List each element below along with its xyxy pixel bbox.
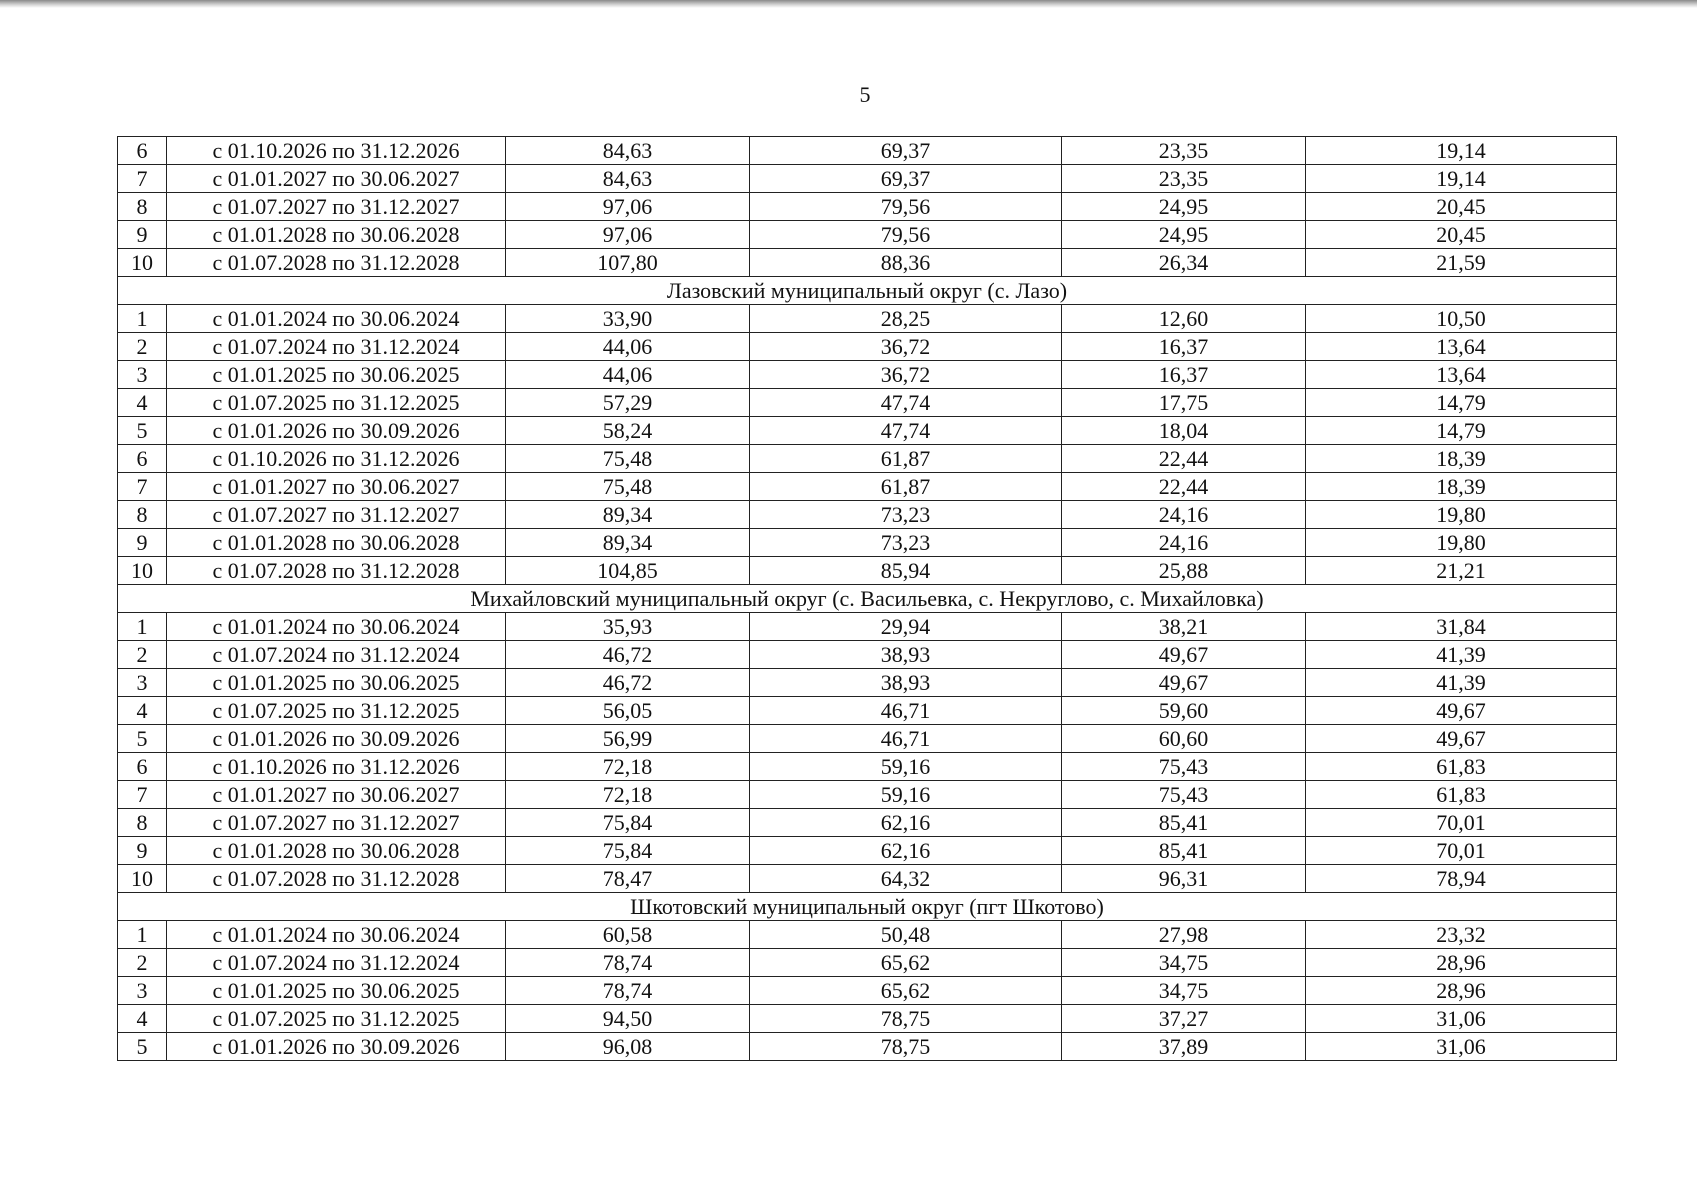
value-cell-2: 38,93: [750, 669, 1062, 697]
value-cell-4: 19,80: [1306, 501, 1617, 529]
table-row: [118, 697, 1617, 725]
value-cell-1: 75,48: [506, 473, 750, 501]
row-number-cell: 10: [118, 249, 167, 277]
value-cell-3: 18,04: [1062, 417, 1306, 445]
row-number-cell: 8: [118, 809, 167, 837]
section-header-row: [118, 585, 1617, 613]
period-cell: с 01.10.2026 по 31.12.2026: [167, 753, 506, 781]
period-cell: с 01.01.2026 по 30.09.2026: [167, 417, 506, 445]
value-cell-2: 62,16: [750, 809, 1062, 837]
period-cell: с 01.01.2028 по 30.06.2028: [167, 837, 506, 865]
value-cell-3: 75,43: [1062, 781, 1306, 809]
table-row: [118, 333, 1617, 361]
value-cell-2: 50,48: [750, 921, 1062, 949]
value-cell-4: 13,64: [1306, 333, 1617, 361]
row-number-cell: 2: [118, 949, 167, 977]
period-cell: с 01.07.2027 по 31.12.2027: [167, 501, 506, 529]
value-cell-1: 94,50: [506, 1005, 750, 1033]
value-cell-4: 31,06: [1306, 1033, 1617, 1061]
value-cell-1: 33,90: [506, 305, 750, 333]
value-cell-3: 17,75: [1062, 389, 1306, 417]
table-row: [118, 921, 1617, 949]
row-number-cell: 5: [118, 1033, 167, 1061]
value-cell-1: 44,06: [506, 333, 750, 361]
section-header-row: [118, 277, 1617, 305]
period-cell: с 01.01.2027 по 30.06.2027: [167, 473, 506, 501]
value-cell-4: 19,14: [1306, 137, 1617, 165]
value-cell-4: 13,64: [1306, 361, 1617, 389]
value-cell-2: 62,16: [750, 837, 1062, 865]
row-number-cell: 8: [118, 193, 167, 221]
period-cell: с 01.01.2028 по 30.06.2028: [167, 529, 506, 557]
period-cell: с 01.07.2025 по 31.12.2025: [167, 389, 506, 417]
table-row: [118, 949, 1617, 977]
table-row: [118, 389, 1617, 417]
row-number-cell: 7: [118, 165, 167, 193]
value-cell-1: 96,08: [506, 1033, 750, 1061]
value-cell-2: 65,62: [750, 949, 1062, 977]
row-number-cell: 4: [118, 1005, 167, 1033]
row-number-cell: 2: [118, 641, 167, 669]
row-number-cell: 9: [118, 221, 167, 249]
value-cell-2: 46,71: [750, 697, 1062, 725]
value-cell-4: 18,39: [1306, 473, 1617, 501]
table-row: [118, 809, 1617, 837]
value-cell-2: 79,56: [750, 221, 1062, 249]
row-number-cell: 2: [118, 333, 167, 361]
value-cell-3: 38,21: [1062, 613, 1306, 641]
value-cell-4: 31,84: [1306, 613, 1617, 641]
value-cell-4: 19,80: [1306, 529, 1617, 557]
section-header-row: [118, 893, 1617, 921]
value-cell-1: 104,85: [506, 557, 750, 585]
period-cell: с 01.01.2027 по 30.06.2027: [167, 781, 506, 809]
table-row: [118, 417, 1617, 445]
value-cell-2: 78,75: [750, 1005, 1062, 1033]
row-number-cell: 1: [118, 921, 167, 949]
value-cell-3: 12,60: [1062, 305, 1306, 333]
row-number-cell: 3: [118, 669, 167, 697]
value-cell-3: 16,37: [1062, 333, 1306, 361]
value-cell-3: 37,89: [1062, 1033, 1306, 1061]
value-cell-4: 20,45: [1306, 221, 1617, 249]
period-cell: с 01.01.2028 по 30.06.2028: [167, 221, 506, 249]
value-cell-4: 21,59: [1306, 249, 1617, 277]
value-cell-4: 14,79: [1306, 417, 1617, 445]
value-cell-1: 107,80: [506, 249, 750, 277]
value-cell-4: 14,79: [1306, 389, 1617, 417]
value-cell-1: 72,18: [506, 781, 750, 809]
row-number-cell: 4: [118, 697, 167, 725]
value-cell-1: 46,72: [506, 669, 750, 697]
value-cell-2: 73,23: [750, 529, 1062, 557]
value-cell-2: 64,32: [750, 865, 1062, 893]
period-cell: с 01.01.2024 по 30.06.2024: [167, 305, 506, 333]
row-number-cell: 1: [118, 613, 167, 641]
row-number-cell: 3: [118, 361, 167, 389]
period-cell: с 01.07.2024 по 31.12.2024: [167, 641, 506, 669]
value-cell-3: 96,31: [1062, 865, 1306, 893]
table-row: [118, 781, 1617, 809]
table-row: [118, 557, 1617, 585]
value-cell-4: 19,14: [1306, 165, 1617, 193]
value-cell-1: 57,29: [506, 389, 750, 417]
value-cell-4: 61,83: [1306, 781, 1617, 809]
value-cell-2: 79,56: [750, 193, 1062, 221]
row-number-cell: 10: [118, 865, 167, 893]
value-cell-2: 46,71: [750, 725, 1062, 753]
row-number-cell: 6: [118, 753, 167, 781]
value-cell-2: 38,93: [750, 641, 1062, 669]
value-cell-3: 85,41: [1062, 837, 1306, 865]
value-cell-4: 18,39: [1306, 445, 1617, 473]
row-number-cell: 9: [118, 837, 167, 865]
value-cell-2: 59,16: [750, 753, 1062, 781]
table-row: [118, 641, 1617, 669]
value-cell-3: 16,37: [1062, 361, 1306, 389]
value-cell-3: 27,98: [1062, 921, 1306, 949]
tariff-table: [117, 136, 1617, 1061]
value-cell-2: 65,62: [750, 977, 1062, 1005]
table-row: [118, 361, 1617, 389]
table-row: [118, 753, 1617, 781]
value-cell-3: 24,16: [1062, 529, 1306, 557]
value-cell-2: 28,25: [750, 305, 1062, 333]
value-cell-3: 23,35: [1062, 137, 1306, 165]
value-cell-2: 69,37: [750, 137, 1062, 165]
row-number-cell: 10: [118, 557, 167, 585]
table-row: [118, 725, 1617, 753]
value-cell-1: 58,24: [506, 417, 750, 445]
row-number-cell: 9: [118, 529, 167, 557]
value-cell-2: 69,37: [750, 165, 1062, 193]
period-cell: с 01.07.2024 по 31.12.2024: [167, 333, 506, 361]
scan-top-edge: [0, 0, 1697, 8]
value-cell-2: 47,74: [750, 417, 1062, 445]
period-cell: с 01.07.2028 по 31.12.2028: [167, 557, 506, 585]
period-cell: с 01.01.2024 по 30.06.2024: [167, 613, 506, 641]
tariff-table-body: [118, 137, 1617, 1061]
value-cell-4: 21,21: [1306, 557, 1617, 585]
period-cell: с 01.01.2024 по 30.06.2024: [167, 921, 506, 949]
period-cell: с 01.07.2025 по 31.12.2025: [167, 1005, 506, 1033]
value-cell-3: 49,67: [1062, 669, 1306, 697]
table-row: [118, 165, 1617, 193]
value-cell-2: 88,36: [750, 249, 1062, 277]
period-cell: с 01.10.2026 по 31.12.2026: [167, 137, 506, 165]
row-number-cell: 8: [118, 501, 167, 529]
value-cell-1: 44,06: [506, 361, 750, 389]
row-number-cell: 7: [118, 781, 167, 809]
table-row: [118, 221, 1617, 249]
row-number-cell: 7: [118, 473, 167, 501]
row-number-cell: 4: [118, 389, 167, 417]
table-row: [118, 445, 1617, 473]
section-title: Лазовский муниципальный округ (с. Лазо): [118, 277, 1617, 305]
value-cell-3: 24,95: [1062, 193, 1306, 221]
value-cell-3: 37,27: [1062, 1005, 1306, 1033]
value-cell-1: 97,06: [506, 221, 750, 249]
value-cell-2: 36,72: [750, 361, 1062, 389]
table-row: [118, 865, 1617, 893]
value-cell-4: 28,96: [1306, 977, 1617, 1005]
value-cell-3: 22,44: [1062, 445, 1306, 473]
period-cell: с 01.07.2028 по 31.12.2028: [167, 865, 506, 893]
value-cell-4: 78,94: [1306, 865, 1617, 893]
value-cell-1: 75,84: [506, 837, 750, 865]
value-cell-4: 23,32: [1306, 921, 1617, 949]
table-row: [118, 249, 1617, 277]
value-cell-1: 97,06: [506, 193, 750, 221]
value-cell-1: 78,74: [506, 949, 750, 977]
period-cell: с 01.07.2028 по 31.12.2028: [167, 249, 506, 277]
table-row: [118, 837, 1617, 865]
value-cell-3: 26,34: [1062, 249, 1306, 277]
table-row: [118, 613, 1617, 641]
value-cell-2: 59,16: [750, 781, 1062, 809]
value-cell-4: 41,39: [1306, 669, 1617, 697]
value-cell-1: 75,48: [506, 445, 750, 473]
row-number-cell: 3: [118, 977, 167, 1005]
period-cell: с 01.07.2027 по 31.12.2027: [167, 809, 506, 837]
value-cell-4: 70,01: [1306, 809, 1617, 837]
period-cell: с 01.07.2025 по 31.12.2025: [167, 697, 506, 725]
value-cell-1: 56,05: [506, 697, 750, 725]
value-cell-2: 36,72: [750, 333, 1062, 361]
period-cell: с 01.01.2025 по 30.06.2025: [167, 361, 506, 389]
value-cell-4: 31,06: [1306, 1005, 1617, 1033]
period-cell: с 01.01.2026 по 30.09.2026: [167, 1033, 506, 1061]
section-title: Михайловский муниципальный округ (с. Васильевка, с. Некруглово, с. Михайловка): [118, 585, 1617, 613]
period-cell: с 01.07.2024 по 31.12.2024: [167, 949, 506, 977]
period-cell: с 01.01.2027 по 30.06.2027: [167, 165, 506, 193]
value-cell-3: 23,35: [1062, 165, 1306, 193]
value-cell-3: 60,60: [1062, 725, 1306, 753]
value-cell-1: 35,93: [506, 613, 750, 641]
value-cell-4: 28,96: [1306, 949, 1617, 977]
table-row: [118, 193, 1617, 221]
value-cell-1: 75,84: [506, 809, 750, 837]
value-cell-4: 61,83: [1306, 753, 1617, 781]
value-cell-2: 78,75: [750, 1033, 1062, 1061]
value-cell-4: 49,67: [1306, 725, 1617, 753]
value-cell-3: 34,75: [1062, 977, 1306, 1005]
period-cell: с 01.07.2027 по 31.12.2027: [167, 193, 506, 221]
table-row: [118, 501, 1617, 529]
value-cell-1: 89,34: [506, 529, 750, 557]
row-number-cell: 5: [118, 417, 167, 445]
value-cell-1: 60,58: [506, 921, 750, 949]
value-cell-2: 61,87: [750, 445, 1062, 473]
table-row: [118, 137, 1617, 165]
value-cell-3: 25,88: [1062, 557, 1306, 585]
value-cell-1: 84,63: [506, 137, 750, 165]
table-row: [118, 473, 1617, 501]
value-cell-3: 24,16: [1062, 501, 1306, 529]
value-cell-3: 75,43: [1062, 753, 1306, 781]
value-cell-4: 20,45: [1306, 193, 1617, 221]
value-cell-2: 85,94: [750, 557, 1062, 585]
value-cell-3: 85,41: [1062, 809, 1306, 837]
table-row: [118, 977, 1617, 1005]
value-cell-1: 72,18: [506, 753, 750, 781]
value-cell-3: 34,75: [1062, 949, 1306, 977]
section-title: Шкотовский муниципальный округ (пгт Шкотово): [118, 893, 1617, 921]
page-number: 5: [859, 82, 871, 107]
value-cell-3: 22,44: [1062, 473, 1306, 501]
period-cell: с 01.01.2025 по 30.06.2025: [167, 977, 506, 1005]
table-row: [118, 669, 1617, 697]
value-cell-1: 46,72: [506, 641, 750, 669]
value-cell-3: 59,60: [1062, 697, 1306, 725]
value-cell-1: 78,47: [506, 865, 750, 893]
value-cell-1: 78,74: [506, 977, 750, 1005]
row-number-cell: 5: [118, 725, 167, 753]
table-row: [118, 1033, 1617, 1061]
value-cell-3: 49,67: [1062, 641, 1306, 669]
row-number-cell: 1: [118, 305, 167, 333]
value-cell-3: 24,95: [1062, 221, 1306, 249]
value-cell-1: 89,34: [506, 501, 750, 529]
period-cell: с 01.10.2026 по 31.12.2026: [167, 445, 506, 473]
value-cell-1: 56,99: [506, 725, 750, 753]
table-row: [118, 1005, 1617, 1033]
value-cell-2: 73,23: [750, 501, 1062, 529]
value-cell-2: 47,74: [750, 389, 1062, 417]
table-row: [118, 305, 1617, 333]
period-cell: с 01.01.2026 по 30.09.2026: [167, 725, 506, 753]
value-cell-4: 10,50: [1306, 305, 1617, 333]
period-cell: с 01.01.2025 по 30.06.2025: [167, 669, 506, 697]
value-cell-2: 61,87: [750, 473, 1062, 501]
value-cell-2: 29,94: [750, 613, 1062, 641]
row-number-cell: 6: [118, 445, 167, 473]
value-cell-1: 84,63: [506, 165, 750, 193]
row-number-cell: 6: [118, 137, 167, 165]
value-cell-4: 70,01: [1306, 837, 1617, 865]
value-cell-4: 41,39: [1306, 641, 1617, 669]
value-cell-4: 49,67: [1306, 697, 1617, 725]
table-row: [118, 529, 1617, 557]
